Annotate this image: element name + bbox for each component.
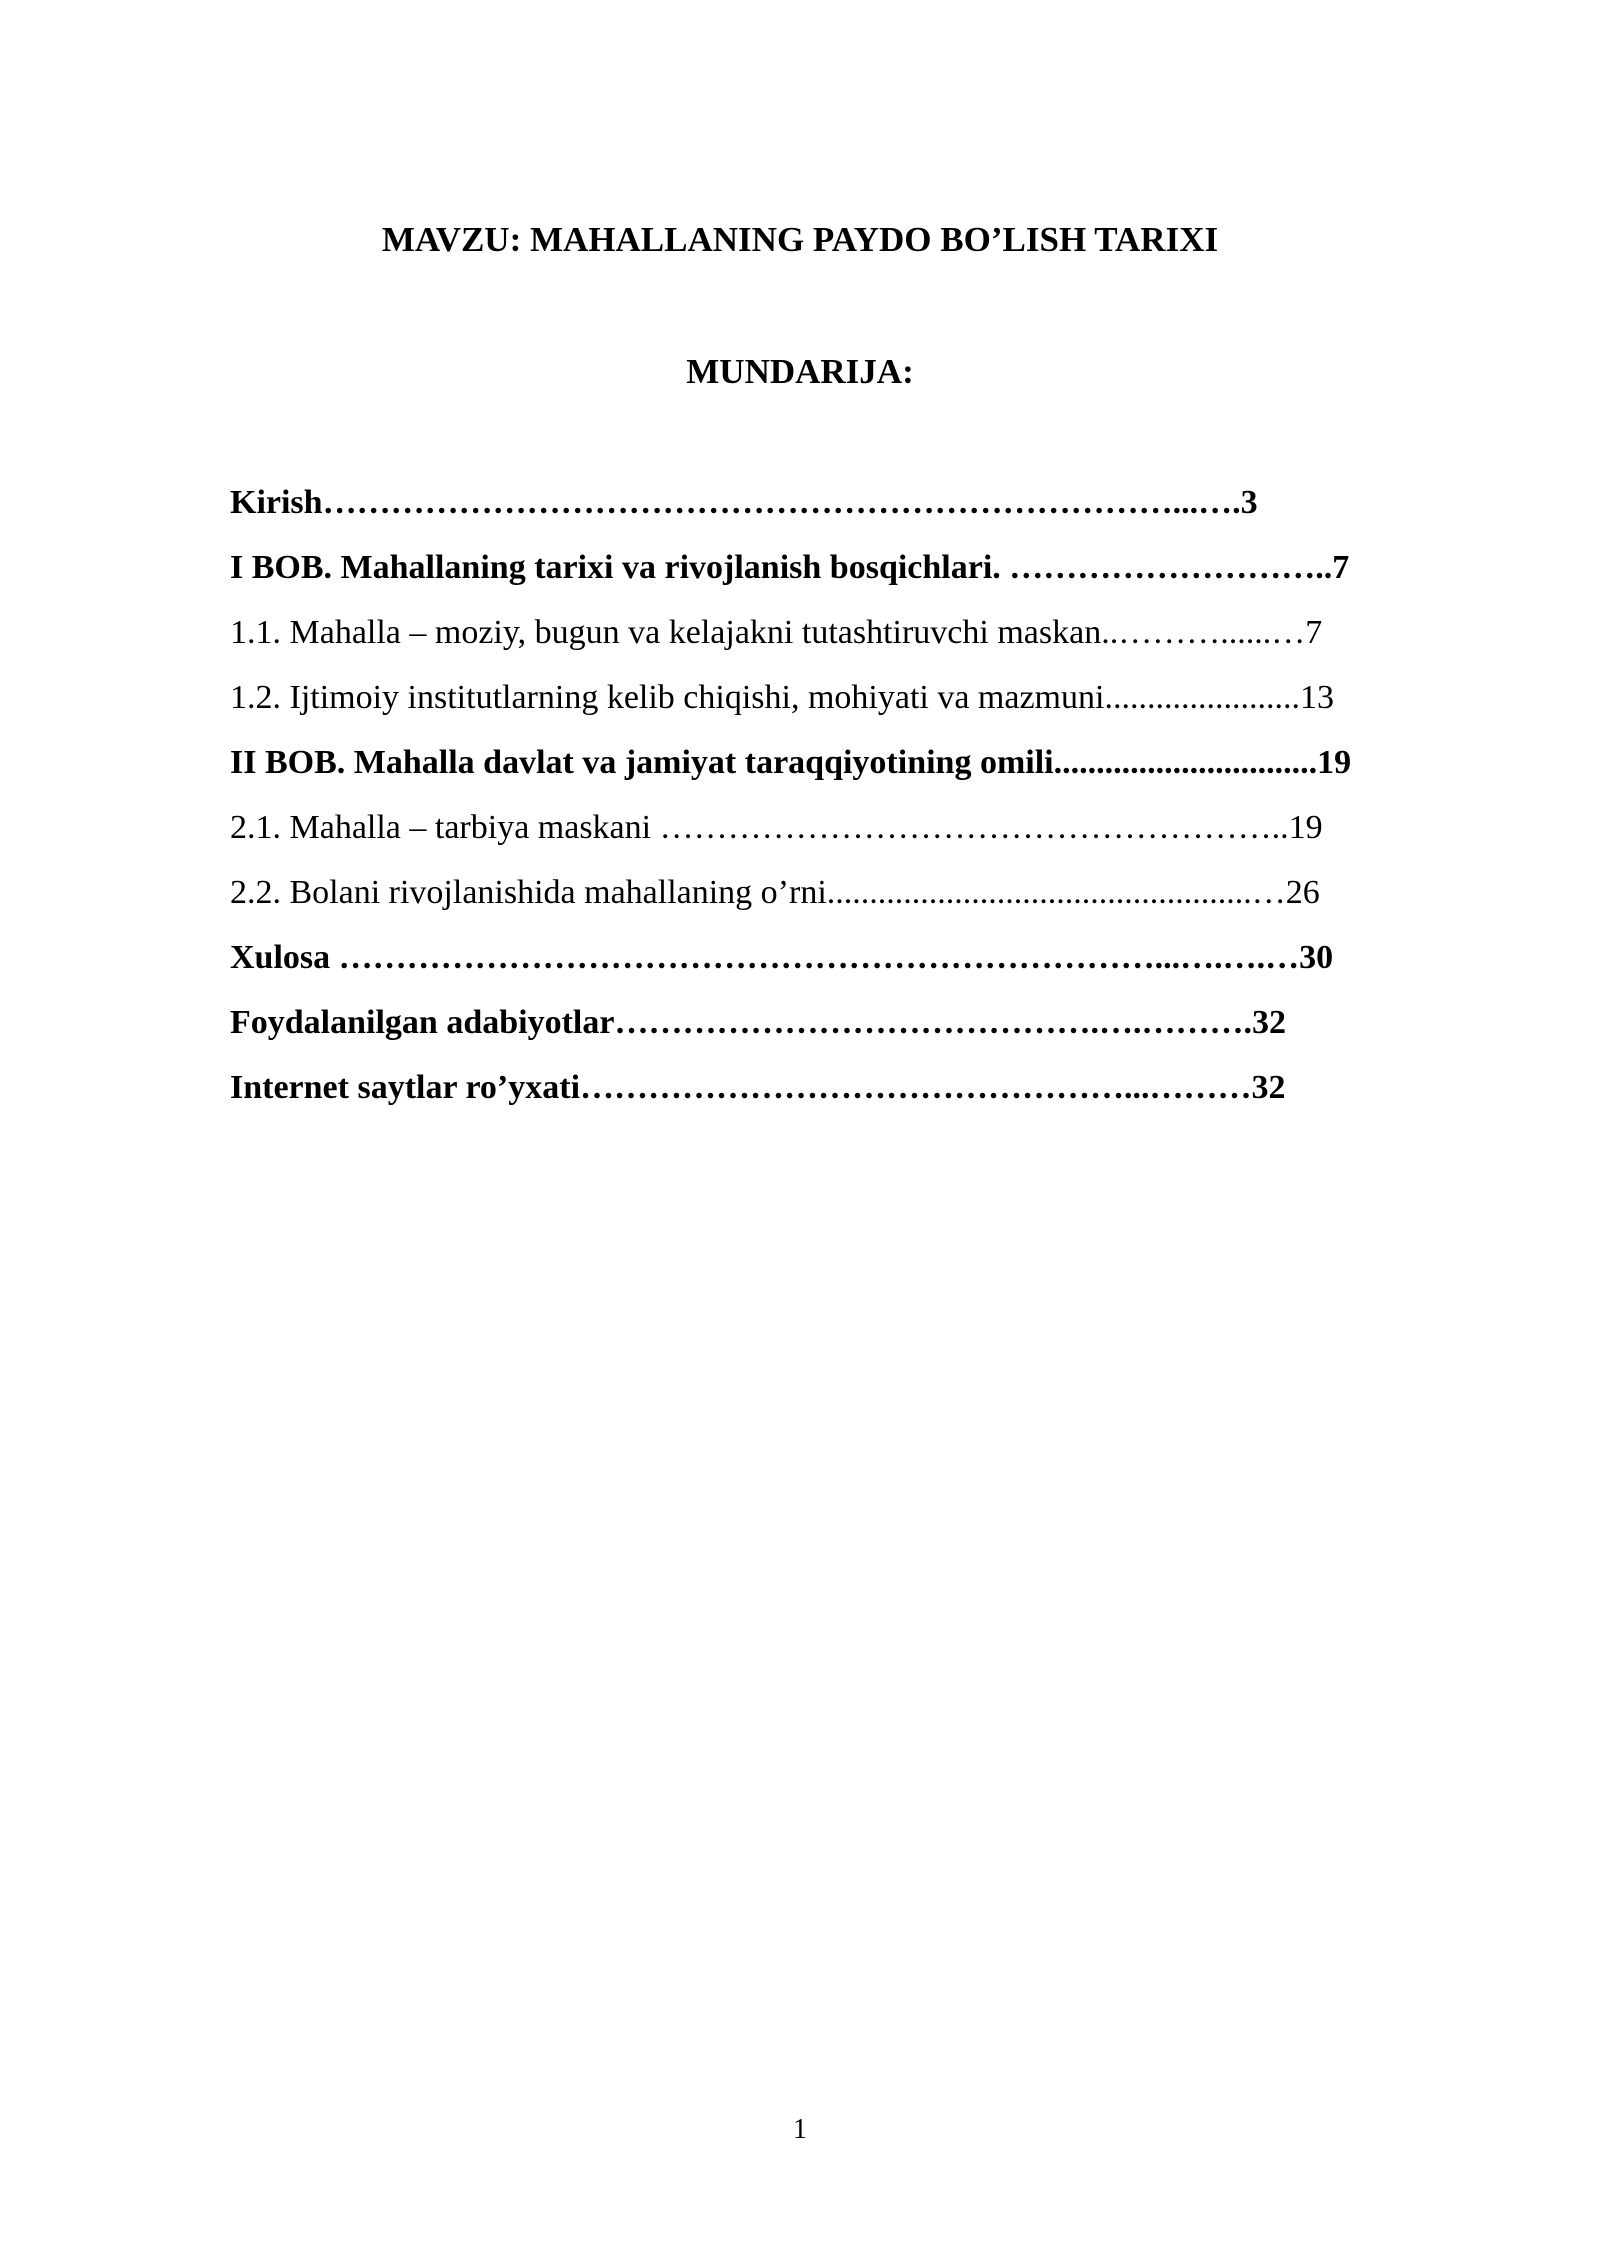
toc-entry-text: 1.2. Ijtimoiy institutlarning kelib chiqishi, mohiyati va mazmuni.......................13 <box>230 679 1334 716</box>
toc-entry-text: 2.2. Bolani rivojlanishida mahallaning o’rni..................................................…26 <box>230 874 1320 911</box>
toc-entry-section-1-2 <box>230 669 1490 734</box>
contents-heading: MUNDARIJA: <box>686 352 914 391</box>
toc-entry-text: Kirish…………………………………………………………………...….3 <box>230 484 1258 521</box>
toc-entry-text: II BOB. Mahalla davlat va jamiyat taraqqiyotining omili...............................19 <box>230 744 1352 781</box>
toc-entry-section-2-1 <box>230 799 1490 864</box>
toc-entry-section-2-2 <box>230 864 1490 929</box>
toc-entry-section-1-1 <box>230 604 1490 669</box>
toc-entry-references <box>230 994 1490 1059</box>
toc-entry-text: 2.1. Mahalla – tarbiya maskani ………………………………………………..19 <box>230 809 1323 846</box>
toc-entry-text: Internet saytlar ro’yxati…………………………………………...………32 <box>230 1069 1286 1106</box>
toc-entry-chapter-2 <box>230 734 1490 799</box>
toc-entry-text: 1.1. Mahalla – moziy, bugun va kelajakni tutashtiruvchi maskan..………......…7 <box>230 614 1323 651</box>
toc-entry-chapter-1 <box>230 539 1490 604</box>
document-title: MAVZU: MAHALLANING PAYDO BO’LISH TARIXI <box>381 220 1219 259</box>
toc-entry-text: Foydalanilgan adabiyotlar…………………………………….….……….32 <box>230 1004 1286 1041</box>
toc-entry-text: Xulosa ………………………………………………………………...….….…30 <box>230 939 1334 976</box>
page-number: 1 <box>793 2114 807 2145</box>
toc-entry-xulosa <box>230 929 1490 994</box>
toc-entry-kirish <box>230 474 1490 539</box>
toc-entry-text: I BOB. Mahallaning tarixi va rivojlanish bosqichlari. ………………………..7 <box>230 549 1350 586</box>
toc-entry-internet-sites <box>230 1059 1490 1124</box>
table-of-contents <box>230 474 1490 1124</box>
